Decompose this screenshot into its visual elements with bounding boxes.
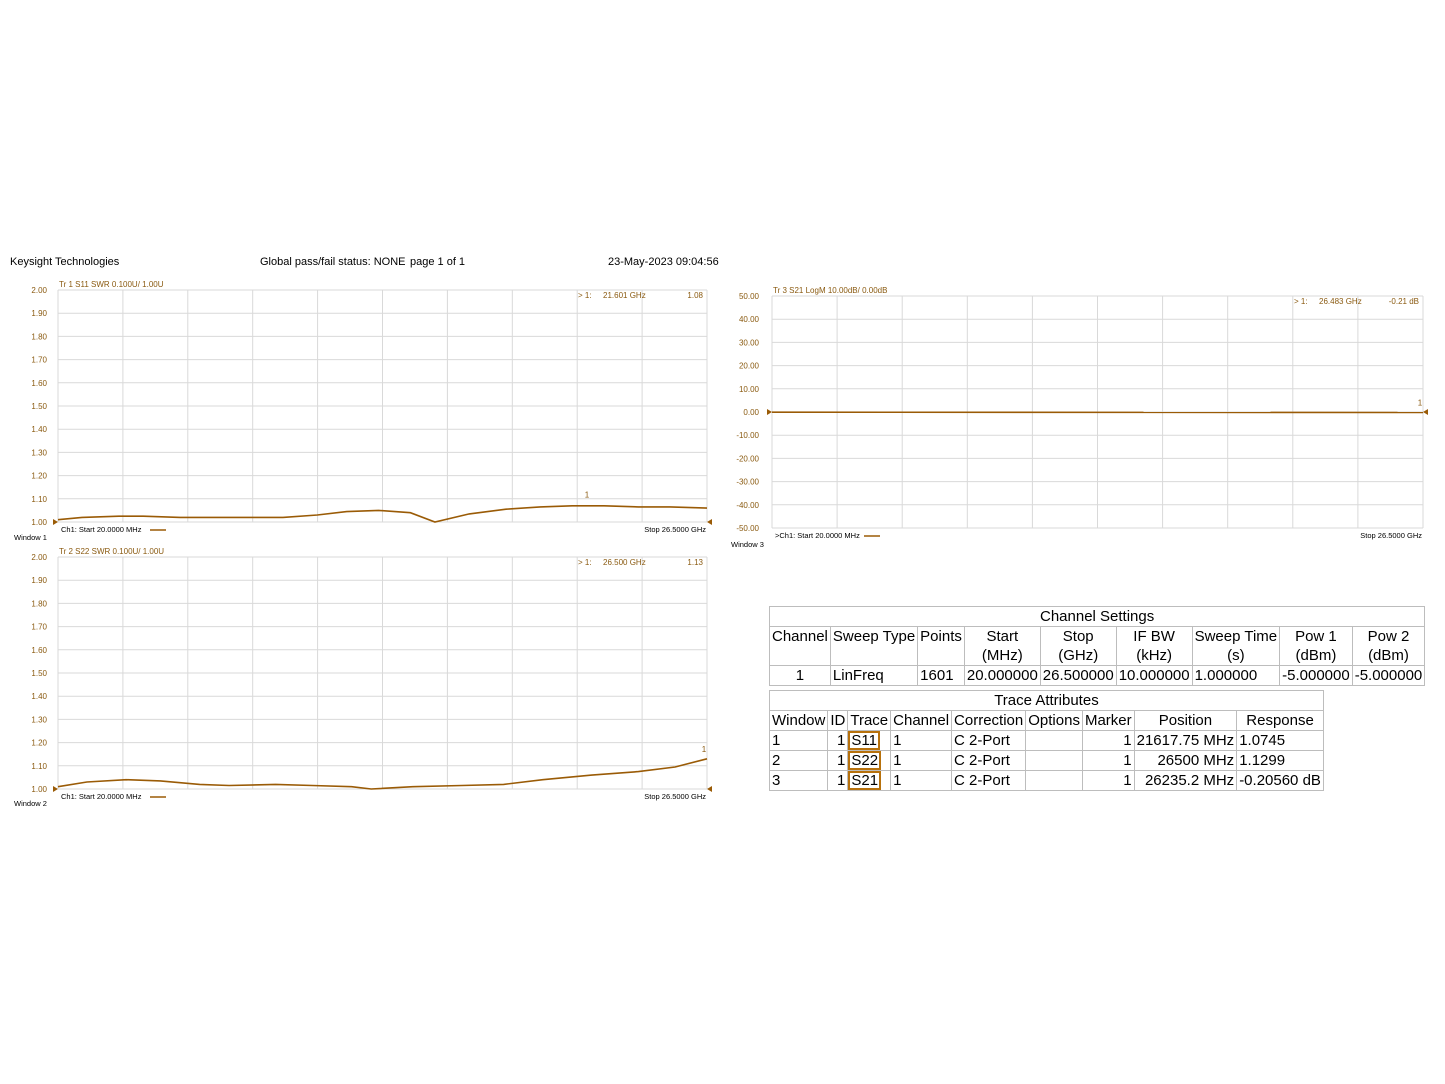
table-cell: C 2-Port (952, 751, 1026, 771)
trace-name-box: S11 (848, 731, 880, 750)
y-tick-label: 1.00 (31, 785, 47, 794)
marker-readout-label: > 1: (578, 558, 592, 567)
column-header: Trace (848, 711, 891, 731)
table-cell: 1 (1082, 771, 1134, 791)
table-cell: -5.000000 (1352, 666, 1425, 686)
y-tick-label: 1.40 (31, 692, 47, 702)
y-tick-label: -50.00 (736, 524, 759, 533)
marker-readout-value: -0.21 dB (1388, 297, 1419, 306)
reference-right-arrow (707, 786, 712, 792)
marker-readout-freq: 26.500 GHz (603, 558, 646, 567)
table-cell: 1.000000 (1192, 666, 1280, 686)
table-cell: 1 (828, 731, 848, 751)
table-title-row (770, 691, 1324, 711)
column-header: Channel (891, 711, 952, 731)
table-header-row (770, 627, 1425, 666)
y-tick-label: 1.90 (31, 576, 47, 586)
y-tick-label: 2.00 (31, 553, 47, 562)
marker-id-label: 1 (1417, 398, 1423, 408)
table-row (770, 771, 1324, 791)
marker-readout-value: 1.08 (687, 291, 703, 300)
reference-right-arrow (707, 519, 712, 525)
column-header: Start (MHz) (964, 627, 1040, 666)
table-cell: 26235.2 MHz (1134, 771, 1237, 791)
chart-window-1 (14, 280, 712, 542)
column-header: Correction (952, 711, 1026, 731)
column-header: Pow 2 (dBm) (1352, 627, 1425, 666)
table-cell: 1 (1082, 731, 1134, 751)
y-tick-label: 1.00 (31, 518, 47, 527)
pass-fail-status: Global pass/fail status: NONE (260, 256, 406, 268)
y-tick-label: 1.70 (31, 355, 47, 365)
table-title-row (770, 607, 1425, 627)
table-cell: C 2-Port (952, 731, 1026, 751)
table-cell: 10.000000 (1116, 666, 1192, 686)
channel-settings-title: Channel Settings (770, 607, 1425, 627)
y-tick-label: 1.80 (31, 599, 47, 609)
column-header: Response (1237, 711, 1324, 731)
trace-title: Tr 1 S11 SWR 0.100U/ 1.00U (59, 280, 164, 289)
y-tick-label: 1.60 (31, 645, 47, 655)
column-header: Channel (770, 627, 831, 666)
trace-cell (848, 731, 891, 751)
trace-name-box: S22 (848, 751, 881, 770)
marker-id-label: 1 (584, 490, 590, 500)
y-tick-label: 20.00 (738, 361, 759, 371)
y-tick-label: 1.70 (31, 622, 47, 632)
reference-left-arrow (767, 409, 772, 415)
marker-readout-label: > 1: (1294, 297, 1308, 306)
y-tick-label: 30.00 (738, 338, 759, 348)
y-tick-label: 10.00 (738, 384, 759, 394)
marker-readout-freq: 26.483 GHz (1319, 297, 1362, 306)
table-cell: 1 (891, 771, 952, 791)
trace-cell (848, 771, 891, 791)
table-cell: 1 (891, 731, 952, 751)
reference-left-arrow (53, 786, 58, 792)
table-cell: 21617.75 MHz (1134, 731, 1237, 751)
column-header: Points (918, 627, 965, 666)
y-tick-label: 1.30 (31, 448, 47, 458)
y-tick-label: -40.00 (736, 500, 759, 510)
y-tick-label: 50.00 (738, 292, 759, 301)
column-header: Options (1026, 711, 1083, 731)
column-header: Sweep Time (s) (1192, 627, 1280, 666)
table-cell: 26.500000 (1040, 666, 1116, 686)
channel-settings-table (769, 606, 1425, 686)
column-header: Sweep Type (830, 627, 917, 666)
column-header: ID (828, 711, 848, 731)
page-indicator: page 1 of 1 (410, 256, 466, 268)
column-header: Pow 1 (dBm) (1280, 627, 1353, 666)
y-tick-label: -30.00 (736, 477, 759, 487)
y-tick-label: -20.00 (736, 454, 759, 464)
marker-readout-value: 1.13 (687, 558, 703, 567)
table-cell: 1 (828, 751, 848, 771)
y-tick-label: 1.50 (31, 669, 47, 678)
stop-frequency-label: Stop 26.5000 GHz (1360, 531, 1422, 540)
column-header: Marker (1082, 711, 1134, 731)
y-tick-label: 1.60 (31, 378, 47, 388)
table-cell: 2 (770, 751, 828, 771)
marker-readout-label: > 1: (578, 291, 592, 300)
table-cell: 1 (891, 751, 952, 771)
y-tick-label: 1.30 (31, 715, 47, 725)
table-cell: 1.1299 (1237, 751, 1324, 771)
reference-right-arrow (1423, 409, 1428, 415)
table-cell: 1601 (918, 666, 965, 686)
start-frequency-label: Ch1: Start 20.0000 MHz (61, 792, 142, 801)
y-tick-label: 1.90 (31, 309, 47, 319)
y-tick-label: 0.00 (743, 408, 759, 417)
stop-frequency-label: Stop 26.5000 GHz (644, 792, 706, 801)
chart-window-2 (14, 547, 712, 808)
y-tick-label: 1.20 (31, 471, 47, 481)
table-cell: 26500 MHz (1134, 751, 1237, 771)
table-cell: 1 (770, 666, 831, 686)
trace-attributes-title: Trace Attributes (770, 691, 1324, 711)
table-cell: LinFreq (830, 666, 917, 686)
y-tick-label: 1.10 (31, 494, 47, 504)
table-cell: 20.000000 (964, 666, 1040, 686)
trace-attributes-table (769, 690, 1324, 791)
stop-frequency-label: Stop 26.5000 GHz (644, 525, 706, 534)
table-cell: 1 (770, 731, 828, 751)
table-cell: -5.000000 (1280, 666, 1353, 686)
y-tick-label: 40.00 (738, 315, 759, 325)
window-label: Window 3 (731, 540, 764, 549)
table-row (770, 751, 1324, 771)
y-tick-label: 1.80 (31, 332, 47, 342)
trace-name-box: S21 (848, 771, 881, 790)
table-cell (1026, 731, 1083, 751)
table-header-row (770, 711, 1324, 731)
window-label: Window 2 (14, 799, 47, 808)
table-cell: 3 (770, 771, 828, 791)
table-cell: -0.20560 dB (1237, 771, 1324, 791)
table-cell (1026, 771, 1083, 791)
marker-id-label: 1 (701, 744, 707, 754)
trace-title: Tr 3 S21 LogM 10.00dB/ 0.00dB (773, 286, 888, 295)
column-header: Position (1134, 711, 1237, 731)
table-cell: 1 (1082, 751, 1134, 771)
table-cell: 1 (828, 771, 848, 791)
trace-title: Tr 2 S22 SWR 0.100U/ 1.00U (59, 547, 165, 556)
column-header: IF BW (kHz) (1116, 627, 1192, 666)
table-cell: C 2-Port (952, 771, 1026, 791)
table-cell (1026, 751, 1083, 771)
column-header: Stop (GHz) (1040, 627, 1116, 666)
y-tick-label: 1.40 (31, 425, 47, 435)
table-row (770, 731, 1324, 751)
y-tick-label: 1.10 (31, 761, 47, 771)
window-label: Window 1 (14, 533, 47, 542)
marker-readout-freq: 21.601 GHz (603, 291, 646, 300)
table-row (770, 666, 1425, 686)
column-header: Window (770, 711, 828, 731)
y-tick-label: -10.00 (736, 431, 759, 441)
y-tick-label: 2.00 (31, 286, 47, 295)
chart-window-3 (731, 286, 1428, 549)
trace-cell (848, 751, 891, 771)
y-tick-label: 1.20 (31, 738, 47, 748)
table-cell: 1.0745 (1237, 731, 1324, 751)
y-tick-label: 1.50 (31, 402, 47, 411)
datetime-stamp: 23-May-2023 09:04:56 (608, 256, 719, 268)
start-frequency-label: >Ch1: Start 20.0000 MHz (775, 531, 860, 540)
vendor-label: Keysight Technologies (10, 256, 120, 268)
start-frequency-label: Ch1: Start 20.0000 MHz (61, 525, 142, 534)
reference-left-arrow (53, 519, 58, 525)
